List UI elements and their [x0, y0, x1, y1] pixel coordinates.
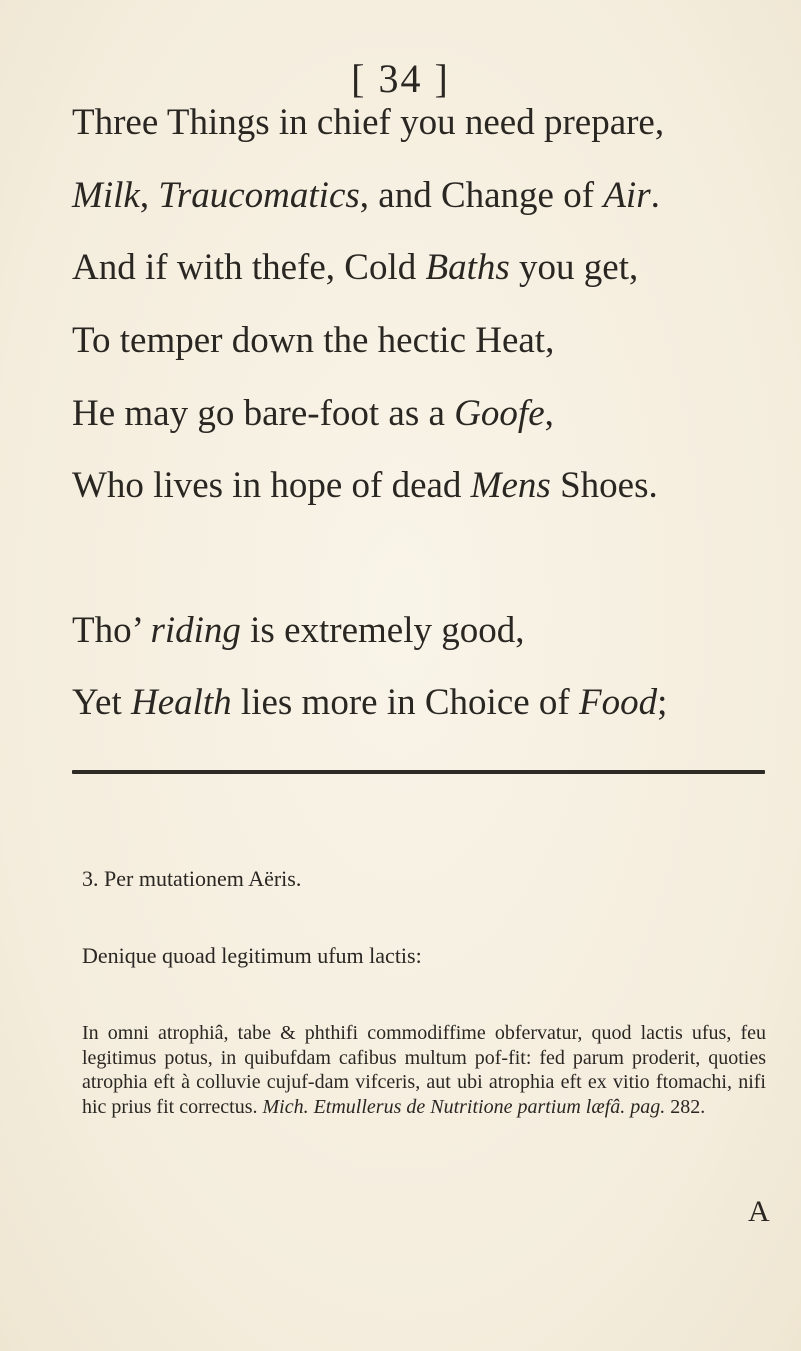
verse-text: To temper down the hectic Heat,: [72, 320, 555, 361]
verse-line-3: [72, 249, 638, 286]
footnote-divider-rule: [72, 770, 765, 774]
verse-text: you get,: [509, 247, 639, 288]
verse-text: lies more in Choice of: [231, 682, 579, 723]
verse-text: Who lives in hope of dead: [72, 465, 471, 506]
catchword: A: [748, 1195, 770, 1228]
verse-text: ,: [139, 175, 159, 216]
verse-italic: riding: [150, 610, 241, 651]
footnote-page-label: pag.: [630, 1095, 666, 1118]
verse-line-8: [72, 684, 667, 721]
verse-line-4: [72, 322, 554, 359]
page-number-header: [ 34 ]: [351, 56, 450, 101]
verse-text: ;: [657, 682, 668, 723]
verse-text: He may go bare-foot as a: [72, 393, 455, 434]
verse-italic: Goofe: [454, 393, 545, 434]
verse-line-5: [72, 395, 554, 432]
verse-italic: Traucomatics: [158, 175, 360, 216]
verse-text: is extremely good,: [240, 610, 525, 651]
verse-italic: Food: [578, 682, 658, 723]
verse-line-2: [72, 177, 660, 214]
verse-line-7: [72, 612, 525, 649]
verse-line-1: [72, 104, 664, 141]
verse-italic: Mens: [470, 465, 551, 506]
verse-text: And if with thefe, Cold: [72, 247, 426, 288]
verse-text: Shoes.: [550, 465, 658, 506]
footnote-body: [82, 1021, 766, 1119]
footnote-citation: Mich. Etmullerus de Nutritione partium læfâ.: [262, 1095, 626, 1118]
verse-italic: Baths: [425, 247, 510, 288]
verse-text: Three Things in chief you need prepare,: [72, 102, 665, 143]
verse-italic: Air: [603, 175, 651, 216]
footnote-page-number: 282.: [670, 1095, 706, 1118]
verse-italic: Milk: [72, 175, 140, 216]
verse-text: .: [650, 175, 660, 216]
footnote-subheading: Denique quoad legitimum ufum lactis:: [82, 943, 422, 968]
footnote-body-text: In omni atrophiâ, tabe & phthifi commodiffime obfervatur, quod lactis ufus, feu legitimus potus, in quibufdam cafibus multum pof-fit: fed parum proderit, quoties atrophia eft à colluvie cujuf-dam vifceris, aut ubi atrophia eft ex vitio ftomachi, nifi hic prius fit correctus.: [82, 1022, 766, 1118]
verse-text: Tho’: [72, 610, 151, 651]
verse-line-6: [72, 467, 658, 504]
verse-italic: Health: [130, 682, 232, 723]
verse-text: , and Change of: [359, 175, 604, 216]
verse-text: ,: [544, 393, 554, 434]
footnote-heading: 3. Per mutationem Aëris.: [82, 866, 302, 891]
verse-text: Yet: [72, 682, 131, 723]
